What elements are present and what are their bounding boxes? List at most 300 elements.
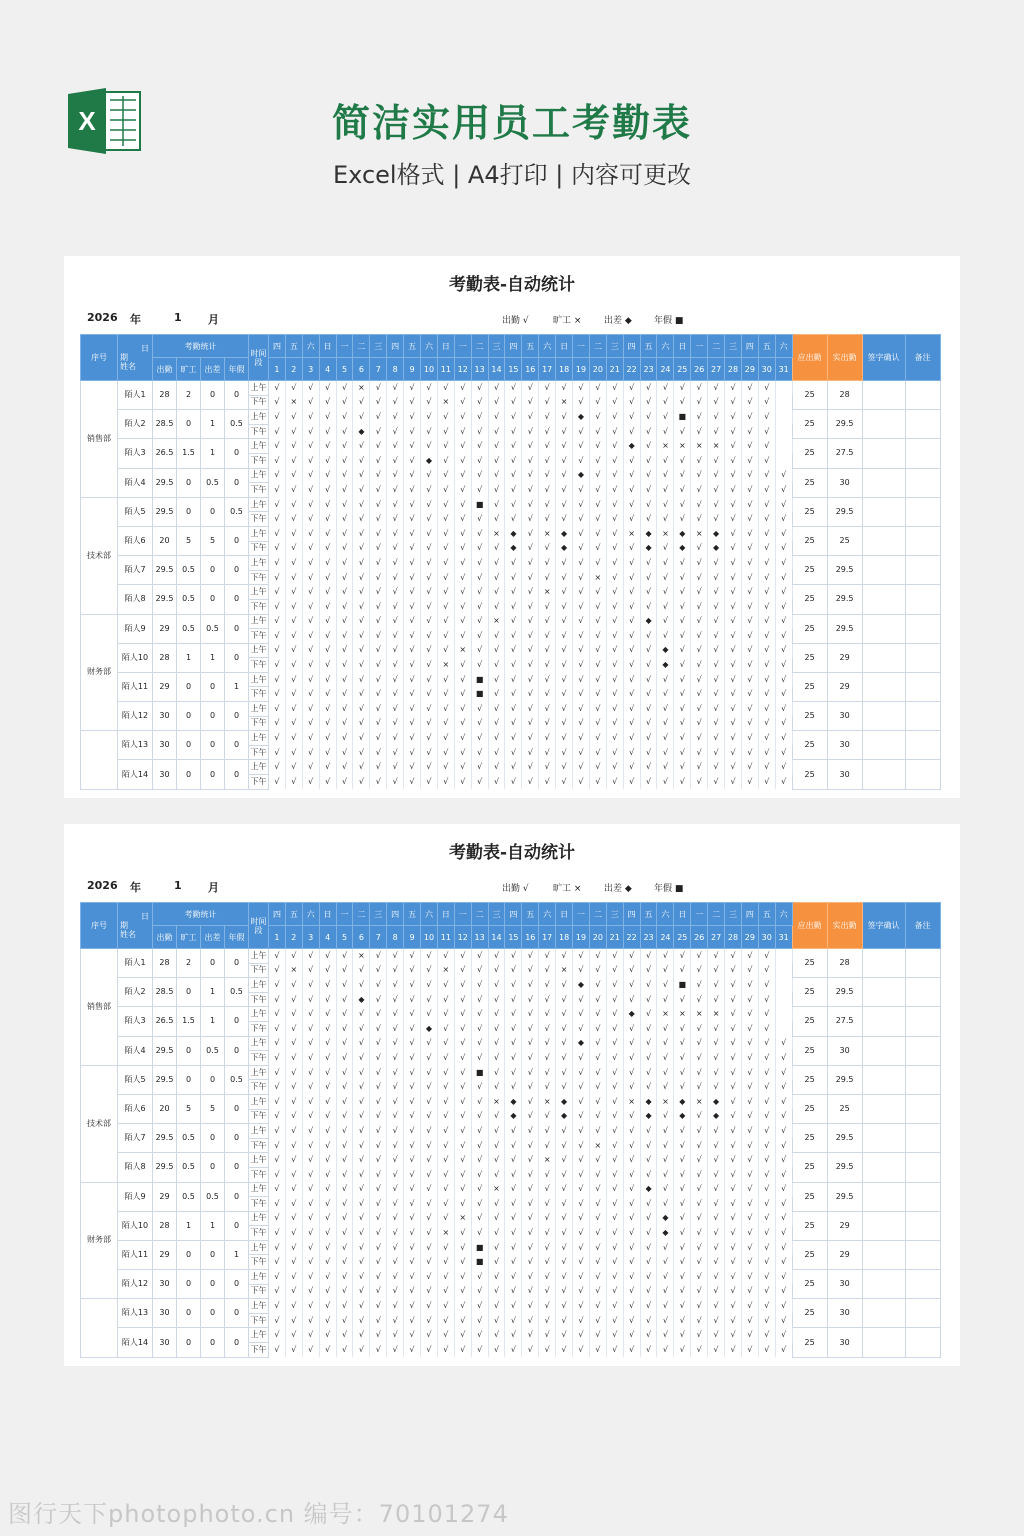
attendance-mark[interactable]: √: [387, 1284, 404, 1299]
attendance-mark[interactable]: √: [674, 1328, 691, 1343]
attendance-mark[interactable]: √: [269, 1299, 286, 1314]
attendance-mark[interactable]: √: [758, 512, 775, 527]
attendance-mark[interactable]: √: [691, 1328, 708, 1343]
attendance-mark[interactable]: √: [353, 1109, 370, 1124]
attendance-mark[interactable]: √: [708, 381, 725, 396]
attendance-mark[interactable]: √: [589, 1197, 606, 1212]
attendance-mark[interactable]: √: [539, 1240, 556, 1255]
attendance-mark[interactable]: √: [336, 1065, 353, 1080]
attendance-mark[interactable]: √: [404, 483, 421, 498]
attendance-mark[interactable]: √: [589, 716, 606, 731]
attendance-mark[interactable]: √: [725, 1197, 742, 1212]
attendance-mark[interactable]: √: [691, 963, 708, 978]
attendance-mark[interactable]: √: [370, 1299, 387, 1314]
attendance-mark[interactable]: √: [589, 439, 606, 454]
attendance-mark[interactable]: √: [404, 1313, 421, 1328]
attendance-mark[interactable]: √: [269, 1094, 286, 1109]
attendance-mark[interactable]: √: [387, 1124, 404, 1139]
attendance-mark[interactable]: √: [488, 1007, 505, 1022]
attendance-mark[interactable]: ◆: [353, 424, 370, 439]
attendance-mark[interactable]: √: [623, 1328, 640, 1343]
attendance-mark[interactable]: √: [319, 453, 336, 468]
attendance-mark[interactable]: √: [505, 483, 522, 498]
attendance-mark[interactable]: √: [556, 1182, 573, 1197]
attendance-mark[interactable]: √: [387, 1021, 404, 1036]
attendance-mark[interactable]: √: [741, 439, 758, 454]
attendance-mark[interactable]: √: [505, 395, 522, 410]
sign-cell[interactable]: [862, 643, 905, 672]
attendance-mark[interactable]: √: [606, 1226, 623, 1241]
attendance-mark[interactable]: √: [556, 585, 573, 600]
attendance-mark[interactable]: √: [741, 1270, 758, 1285]
attendance-mark[interactable]: √: [336, 687, 353, 702]
attendance-mark[interactable]: √: [606, 381, 623, 396]
attendance-mark[interactable]: √: [589, 395, 606, 410]
attendance-mark[interactable]: √: [522, 1211, 539, 1226]
attendance-mark[interactable]: √: [505, 1328, 522, 1343]
attendance-mark[interactable]: ◆: [353, 992, 370, 1007]
attendance-mark[interactable]: √: [606, 1021, 623, 1036]
attendance-mark[interactable]: √: [674, 424, 691, 439]
attendance-mark[interactable]: √: [657, 585, 674, 600]
attendance-mark[interactable]: √: [539, 439, 556, 454]
attendance-mark[interactable]: √: [269, 1182, 286, 1197]
attendance-mark[interactable]: √: [539, 978, 556, 993]
attendance-mark[interactable]: √: [319, 1182, 336, 1197]
attendance-mark[interactable]: √: [285, 453, 302, 468]
attendance-mark[interactable]: √: [606, 745, 623, 760]
attendance-mark[interactable]: ■: [471, 1065, 488, 1080]
attendance-mark[interactable]: √: [522, 716, 539, 731]
attendance-mark[interactable]: √: [454, 1255, 471, 1270]
attendance-mark[interactable]: √: [640, 395, 657, 410]
attendance-mark[interactable]: √: [556, 468, 573, 483]
attendance-mark[interactable]: √: [741, 541, 758, 556]
attendance-mark[interactable]: √: [471, 1007, 488, 1022]
attendance-mark[interactable]: √: [336, 629, 353, 644]
attendance-mark[interactable]: √: [758, 1065, 775, 1080]
attendance-mark[interactable]: ×: [623, 526, 640, 541]
attendance-mark[interactable]: √: [421, 978, 438, 993]
attendance-mark[interactable]: √: [505, 1138, 522, 1153]
attendance-mark[interactable]: √: [640, 599, 657, 614]
attendance-mark[interactable]: √: [269, 497, 286, 512]
note-cell[interactable]: [905, 1270, 940, 1299]
attendance-mark[interactable]: √: [640, 497, 657, 512]
attendance-mark[interactable]: √: [606, 1284, 623, 1299]
attendance-mark[interactable]: √: [353, 1080, 370, 1095]
attendance-mark[interactable]: √: [370, 963, 387, 978]
attendance-mark[interactable]: ■: [471, 1255, 488, 1270]
attendance-mark[interactable]: √: [353, 1021, 370, 1036]
attendance-mark[interactable]: √: [640, 963, 657, 978]
attendance-mark[interactable]: √: [741, 1124, 758, 1139]
attendance-mark[interactable]: √: [336, 1328, 353, 1343]
attendance-mark[interactable]: √: [302, 1094, 319, 1109]
attendance-mark[interactable]: √: [657, 1051, 674, 1066]
attendance-mark[interactable]: √: [741, 395, 758, 410]
attendance-mark[interactable]: ◆: [640, 541, 657, 556]
attendance-mark[interactable]: √: [302, 1182, 319, 1197]
attendance-mark[interactable]: √: [606, 716, 623, 731]
attendance-mark[interactable]: √: [336, 585, 353, 600]
attendance-mark[interactable]: √: [471, 570, 488, 585]
attendance-mark[interactable]: √: [421, 1313, 438, 1328]
attendance-mark[interactable]: √: [775, 1270, 792, 1285]
attendance-mark[interactable]: √: [505, 614, 522, 629]
note-cell[interactable]: [905, 439, 940, 468]
attendance-mark[interactable]: √: [336, 570, 353, 585]
attendance-mark[interactable]: √: [387, 1255, 404, 1270]
attendance-mark[interactable]: √: [387, 1094, 404, 1109]
attendance-mark[interactable]: √: [488, 760, 505, 775]
note-cell[interactable]: [905, 1211, 940, 1240]
attendance-mark[interactable]: √: [437, 1167, 454, 1182]
attendance-mark[interactable]: √: [725, 599, 742, 614]
attendance-mark[interactable]: √: [336, 1007, 353, 1022]
attendance-mark[interactable]: √: [640, 1299, 657, 1314]
attendance-mark[interactable]: √: [556, 424, 573, 439]
attendance-mark[interactable]: [775, 439, 792, 454]
attendance-mark[interactable]: √: [741, 716, 758, 731]
attendance-mark[interactable]: √: [539, 599, 556, 614]
attendance-mark[interactable]: √: [471, 599, 488, 614]
sign-cell[interactable]: [862, 1182, 905, 1211]
attendance-mark[interactable]: √: [437, 992, 454, 1007]
attendance-mark[interactable]: √: [725, 1284, 742, 1299]
attendance-mark[interactable]: √: [674, 1270, 691, 1285]
attendance-mark[interactable]: ■: [674, 978, 691, 993]
attendance-mark[interactable]: √: [488, 1167, 505, 1182]
attendance-mark[interactable]: √: [302, 702, 319, 717]
attendance-mark[interactable]: √: [488, 1197, 505, 1212]
attendance-mark[interactable]: √: [370, 1051, 387, 1066]
attendance-mark[interactable]: √: [387, 1226, 404, 1241]
attendance-mark[interactable]: √: [589, 1080, 606, 1095]
attendance-mark[interactable]: √: [404, 1167, 421, 1182]
attendance-mark[interactable]: √: [522, 483, 539, 498]
attendance-mark[interactable]: √: [421, 468, 438, 483]
attendance-mark[interactable]: √: [539, 1211, 556, 1226]
attendance-mark[interactable]: √: [505, 1284, 522, 1299]
attendance-mark[interactable]: √: [387, 1299, 404, 1314]
attendance-mark[interactable]: √: [657, 1153, 674, 1168]
attendance-mark[interactable]: √: [505, 775, 522, 790]
attendance-mark[interactable]: √: [573, 585, 590, 600]
attendance-mark[interactable]: √: [302, 1167, 319, 1182]
attendance-mark[interactable]: √: [657, 1167, 674, 1182]
attendance-mark[interactable]: √: [606, 731, 623, 746]
attendance-mark[interactable]: √: [674, 483, 691, 498]
note-cell[interactable]: [905, 497, 940, 526]
attendance-mark[interactable]: √: [285, 541, 302, 556]
attendance-mark[interactable]: √: [370, 775, 387, 790]
attendance-mark[interactable]: √: [471, 1021, 488, 1036]
attendance-mark[interactable]: √: [370, 1167, 387, 1182]
attendance-mark[interactable]: √: [404, 1182, 421, 1197]
attendance-mark[interactable]: √: [522, 745, 539, 760]
attendance-mark[interactable]: √: [691, 1240, 708, 1255]
attendance-mark[interactable]: √: [539, 963, 556, 978]
attendance-mark[interactable]: √: [488, 1328, 505, 1343]
attendance-mark[interactable]: √: [471, 745, 488, 760]
attendance-mark[interactable]: √: [708, 468, 725, 483]
attendance-mark[interactable]: √: [421, 1065, 438, 1080]
attendance-mark[interactable]: √: [708, 1255, 725, 1270]
attendance-mark[interactable]: √: [691, 1080, 708, 1095]
attendance-mark[interactable]: √: [606, 599, 623, 614]
attendance-mark[interactable]: √: [539, 468, 556, 483]
attendance-mark[interactable]: √: [741, 1197, 758, 1212]
attendance-mark[interactable]: √: [421, 775, 438, 790]
attendance-mark[interactable]: √: [623, 395, 640, 410]
attendance-mark[interactable]: √: [741, 497, 758, 512]
attendance-mark[interactable]: √: [285, 672, 302, 687]
attendance-mark[interactable]: √: [454, 468, 471, 483]
attendance-mark[interactable]: √: [674, 1240, 691, 1255]
attendance-mark[interactable]: √: [336, 526, 353, 541]
attendance-mark[interactable]: √: [522, 585, 539, 600]
attendance-mark[interactable]: √: [758, 1138, 775, 1153]
attendance-mark[interactable]: ×: [674, 439, 691, 454]
attendance-mark[interactable]: √: [589, 1021, 606, 1036]
attendance-mark[interactable]: √: [454, 1021, 471, 1036]
attendance-mark[interactable]: √: [404, 1197, 421, 1212]
attendance-mark[interactable]: √: [437, 687, 454, 702]
attendance-mark[interactable]: √: [758, 1109, 775, 1124]
attendance-mark[interactable]: √: [606, 1182, 623, 1197]
attendance-mark[interactable]: √: [623, 1036, 640, 1051]
attendance-mark[interactable]: √: [674, 643, 691, 658]
attendance-mark[interactable]: √: [505, 658, 522, 673]
attendance-mark[interactable]: √: [285, 629, 302, 644]
attendance-mark[interactable]: √: [758, 716, 775, 731]
attendance-mark[interactable]: √: [454, 410, 471, 425]
attendance-mark[interactable]: [775, 1007, 792, 1022]
attendance-mark[interactable]: √: [573, 614, 590, 629]
attendance-mark[interactable]: √: [775, 512, 792, 527]
attendance-mark[interactable]: √: [269, 1226, 286, 1241]
attendance-mark[interactable]: √: [269, 1328, 286, 1343]
attendance-mark[interactable]: √: [725, 949, 742, 964]
attendance-mark[interactable]: √: [708, 1299, 725, 1314]
attendance-mark[interactable]: √: [623, 556, 640, 571]
attendance-mark[interactable]: √: [404, 424, 421, 439]
attendance-mark[interactable]: √: [285, 556, 302, 571]
attendance-mark[interactable]: √: [370, 1343, 387, 1358]
attendance-mark[interactable]: √: [640, 1328, 657, 1343]
attendance-mark[interactable]: √: [640, 1021, 657, 1036]
attendance-mark[interactable]: √: [674, 992, 691, 1007]
attendance-mark[interactable]: √: [421, 702, 438, 717]
attendance-mark[interactable]: √: [488, 570, 505, 585]
attendance-mark[interactable]: √: [556, 1138, 573, 1153]
attendance-mark[interactable]: √: [674, 599, 691, 614]
attendance-mark[interactable]: √: [691, 395, 708, 410]
attendance-mark[interactable]: √: [302, 1240, 319, 1255]
attendance-mark[interactable]: √: [404, 963, 421, 978]
attendance-mark[interactable]: √: [741, 1240, 758, 1255]
attendance-mark[interactable]: √: [539, 1284, 556, 1299]
attendance-mark[interactable]: √: [708, 687, 725, 702]
attendance-mark[interactable]: √: [640, 687, 657, 702]
attendance-mark[interactable]: √: [556, 1021, 573, 1036]
attendance-mark[interactable]: √: [606, 556, 623, 571]
attendance-mark[interactable]: √: [741, 556, 758, 571]
attendance-mark[interactable]: √: [336, 1299, 353, 1314]
attendance-mark[interactable]: √: [674, 1284, 691, 1299]
attendance-mark[interactable]: √: [758, 745, 775, 760]
attendance-mark[interactable]: √: [539, 424, 556, 439]
attendance-mark[interactable]: √: [404, 731, 421, 746]
attendance-mark[interactable]: √: [353, 570, 370, 585]
attendance-mark[interactable]: √: [437, 1197, 454, 1212]
attendance-mark[interactable]: √: [488, 992, 505, 1007]
note-cell[interactable]: [905, 1182, 940, 1211]
attendance-mark[interactable]: ◆: [674, 541, 691, 556]
note-cell[interactable]: [905, 1094, 940, 1123]
attendance-mark[interactable]: √: [758, 395, 775, 410]
attendance-mark[interactable]: √: [674, 1182, 691, 1197]
attendance-mark[interactable]: √: [589, 1182, 606, 1197]
attendance-mark[interactable]: √: [285, 992, 302, 1007]
attendance-mark[interactable]: √: [758, 629, 775, 644]
attendance-mark[interactable]: √: [285, 1138, 302, 1153]
attendance-mark[interactable]: √: [741, 453, 758, 468]
attendance-mark[interactable]: √: [741, 526, 758, 541]
attendance-mark[interactable]: √: [319, 556, 336, 571]
attendance-mark[interactable]: √: [336, 702, 353, 717]
attendance-mark[interactable]: ◆: [674, 1094, 691, 1109]
attendance-mark[interactable]: √: [437, 1211, 454, 1226]
attendance-mark[interactable]: √: [758, 1182, 775, 1197]
attendance-mark[interactable]: √: [741, 745, 758, 760]
attendance-mark[interactable]: √: [725, 614, 742, 629]
attendance-mark[interactable]: √: [725, 1051, 742, 1066]
attendance-mark[interactable]: √: [353, 629, 370, 644]
note-cell[interactable]: [905, 643, 940, 672]
attendance-mark[interactable]: √: [269, 439, 286, 454]
attendance-mark[interactable]: √: [370, 1197, 387, 1212]
attendance-mark[interactable]: √: [387, 672, 404, 687]
attendance-mark[interactable]: √: [353, 1255, 370, 1270]
attendance-mark[interactable]: √: [623, 497, 640, 512]
attendance-mark[interactable]: √: [691, 381, 708, 396]
attendance-mark[interactable]: √: [522, 1299, 539, 1314]
attendance-mark[interactable]: √: [302, 1284, 319, 1299]
attendance-mark[interactable]: √: [522, 497, 539, 512]
attendance-mark[interactable]: √: [387, 658, 404, 673]
attendance-mark[interactable]: √: [454, 526, 471, 541]
attendance-mark[interactable]: √: [573, 702, 590, 717]
attendance-mark[interactable]: √: [319, 1021, 336, 1036]
attendance-mark[interactable]: √: [353, 716, 370, 731]
attendance-mark[interactable]: √: [573, 599, 590, 614]
attendance-mark[interactable]: √: [741, 963, 758, 978]
attendance-mark[interactable]: √: [505, 424, 522, 439]
attendance-mark[interactable]: √: [454, 585, 471, 600]
attendance-mark[interactable]: √: [606, 1270, 623, 1285]
attendance-mark[interactable]: √: [556, 1270, 573, 1285]
attendance-mark[interactable]: √: [691, 1021, 708, 1036]
attendance-mark[interactable]: √: [454, 658, 471, 673]
attendance-mark[interactable]: √: [606, 1328, 623, 1343]
attendance-mark[interactable]: √: [387, 1065, 404, 1080]
attendance-mark[interactable]: √: [319, 512, 336, 527]
attendance-mark[interactable]: √: [758, 570, 775, 585]
attendance-mark[interactable]: √: [522, 424, 539, 439]
attendance-mark[interactable]: √: [623, 585, 640, 600]
attendance-mark[interactable]: √: [302, 978, 319, 993]
attendance-mark[interactable]: √: [606, 1109, 623, 1124]
attendance-mark[interactable]: √: [725, 1211, 742, 1226]
attendance-mark[interactable]: ◆: [708, 1109, 725, 1124]
attendance-mark[interactable]: √: [691, 614, 708, 629]
attendance-mark[interactable]: √: [708, 1080, 725, 1095]
attendance-mark[interactable]: √: [454, 629, 471, 644]
attendance-mark[interactable]: √: [353, 1138, 370, 1153]
attendance-mark[interactable]: √: [488, 1124, 505, 1139]
attendance-mark[interactable]: √: [404, 410, 421, 425]
attendance-mark[interactable]: √: [691, 556, 708, 571]
attendance-mark[interactable]: √: [421, 1270, 438, 1285]
attendance-mark[interactable]: √: [454, 992, 471, 1007]
attendance-mark[interactable]: √: [454, 599, 471, 614]
attendance-mark[interactable]: √: [606, 702, 623, 717]
attendance-mark[interactable]: √: [522, 1270, 539, 1285]
attendance-mark[interactable]: √: [606, 963, 623, 978]
attendance-mark[interactable]: √: [437, 1182, 454, 1197]
attendance-mark[interactable]: √: [370, 439, 387, 454]
attendance-mark[interactable]: √: [725, 468, 742, 483]
attendance-mark[interactable]: √: [674, 1211, 691, 1226]
attendance-mark[interactable]: √: [708, 1313, 725, 1328]
attendance-mark[interactable]: √: [488, 1255, 505, 1270]
attendance-mark[interactable]: √: [741, 381, 758, 396]
attendance-mark[interactable]: √: [657, 556, 674, 571]
attendance-mark[interactable]: √: [758, 1343, 775, 1358]
attendance-mark[interactable]: √: [353, 1065, 370, 1080]
attendance-mark[interactable]: ×: [437, 658, 454, 673]
attendance-mark[interactable]: √: [708, 629, 725, 644]
attendance-mark[interactable]: √: [336, 497, 353, 512]
sign-cell[interactable]: [862, 1211, 905, 1240]
attendance-mark[interactable]: √: [741, 1313, 758, 1328]
attendance-mark[interactable]: √: [623, 1226, 640, 1241]
attendance-mark[interactable]: √: [353, 672, 370, 687]
note-cell[interactable]: [905, 760, 940, 789]
attendance-mark[interactable]: √: [437, 1051, 454, 1066]
attendance-mark[interactable]: √: [640, 992, 657, 1007]
attendance-mark[interactable]: ×: [437, 1226, 454, 1241]
attendance-mark[interactable]: √: [387, 453, 404, 468]
attendance-mark[interactable]: √: [437, 1065, 454, 1080]
attendance-mark[interactable]: √: [488, 658, 505, 673]
attendance-mark[interactable]: √: [623, 512, 640, 527]
attendance-mark[interactable]: √: [319, 745, 336, 760]
attendance-mark[interactable]: √: [353, 1270, 370, 1285]
attendance-mark[interactable]: √: [657, 949, 674, 964]
attendance-mark[interactable]: √: [691, 1270, 708, 1285]
attendance-mark[interactable]: √: [708, 643, 725, 658]
attendance-mark[interactable]: ◆: [623, 1007, 640, 1022]
attendance-mark[interactable]: √: [404, 949, 421, 964]
attendance-mark[interactable]: √: [708, 1021, 725, 1036]
sign-cell[interactable]: [862, 1036, 905, 1065]
attendance-mark[interactable]: √: [370, 1255, 387, 1270]
attendance-mark[interactable]: √: [471, 614, 488, 629]
attendance-mark[interactable]: √: [336, 556, 353, 571]
